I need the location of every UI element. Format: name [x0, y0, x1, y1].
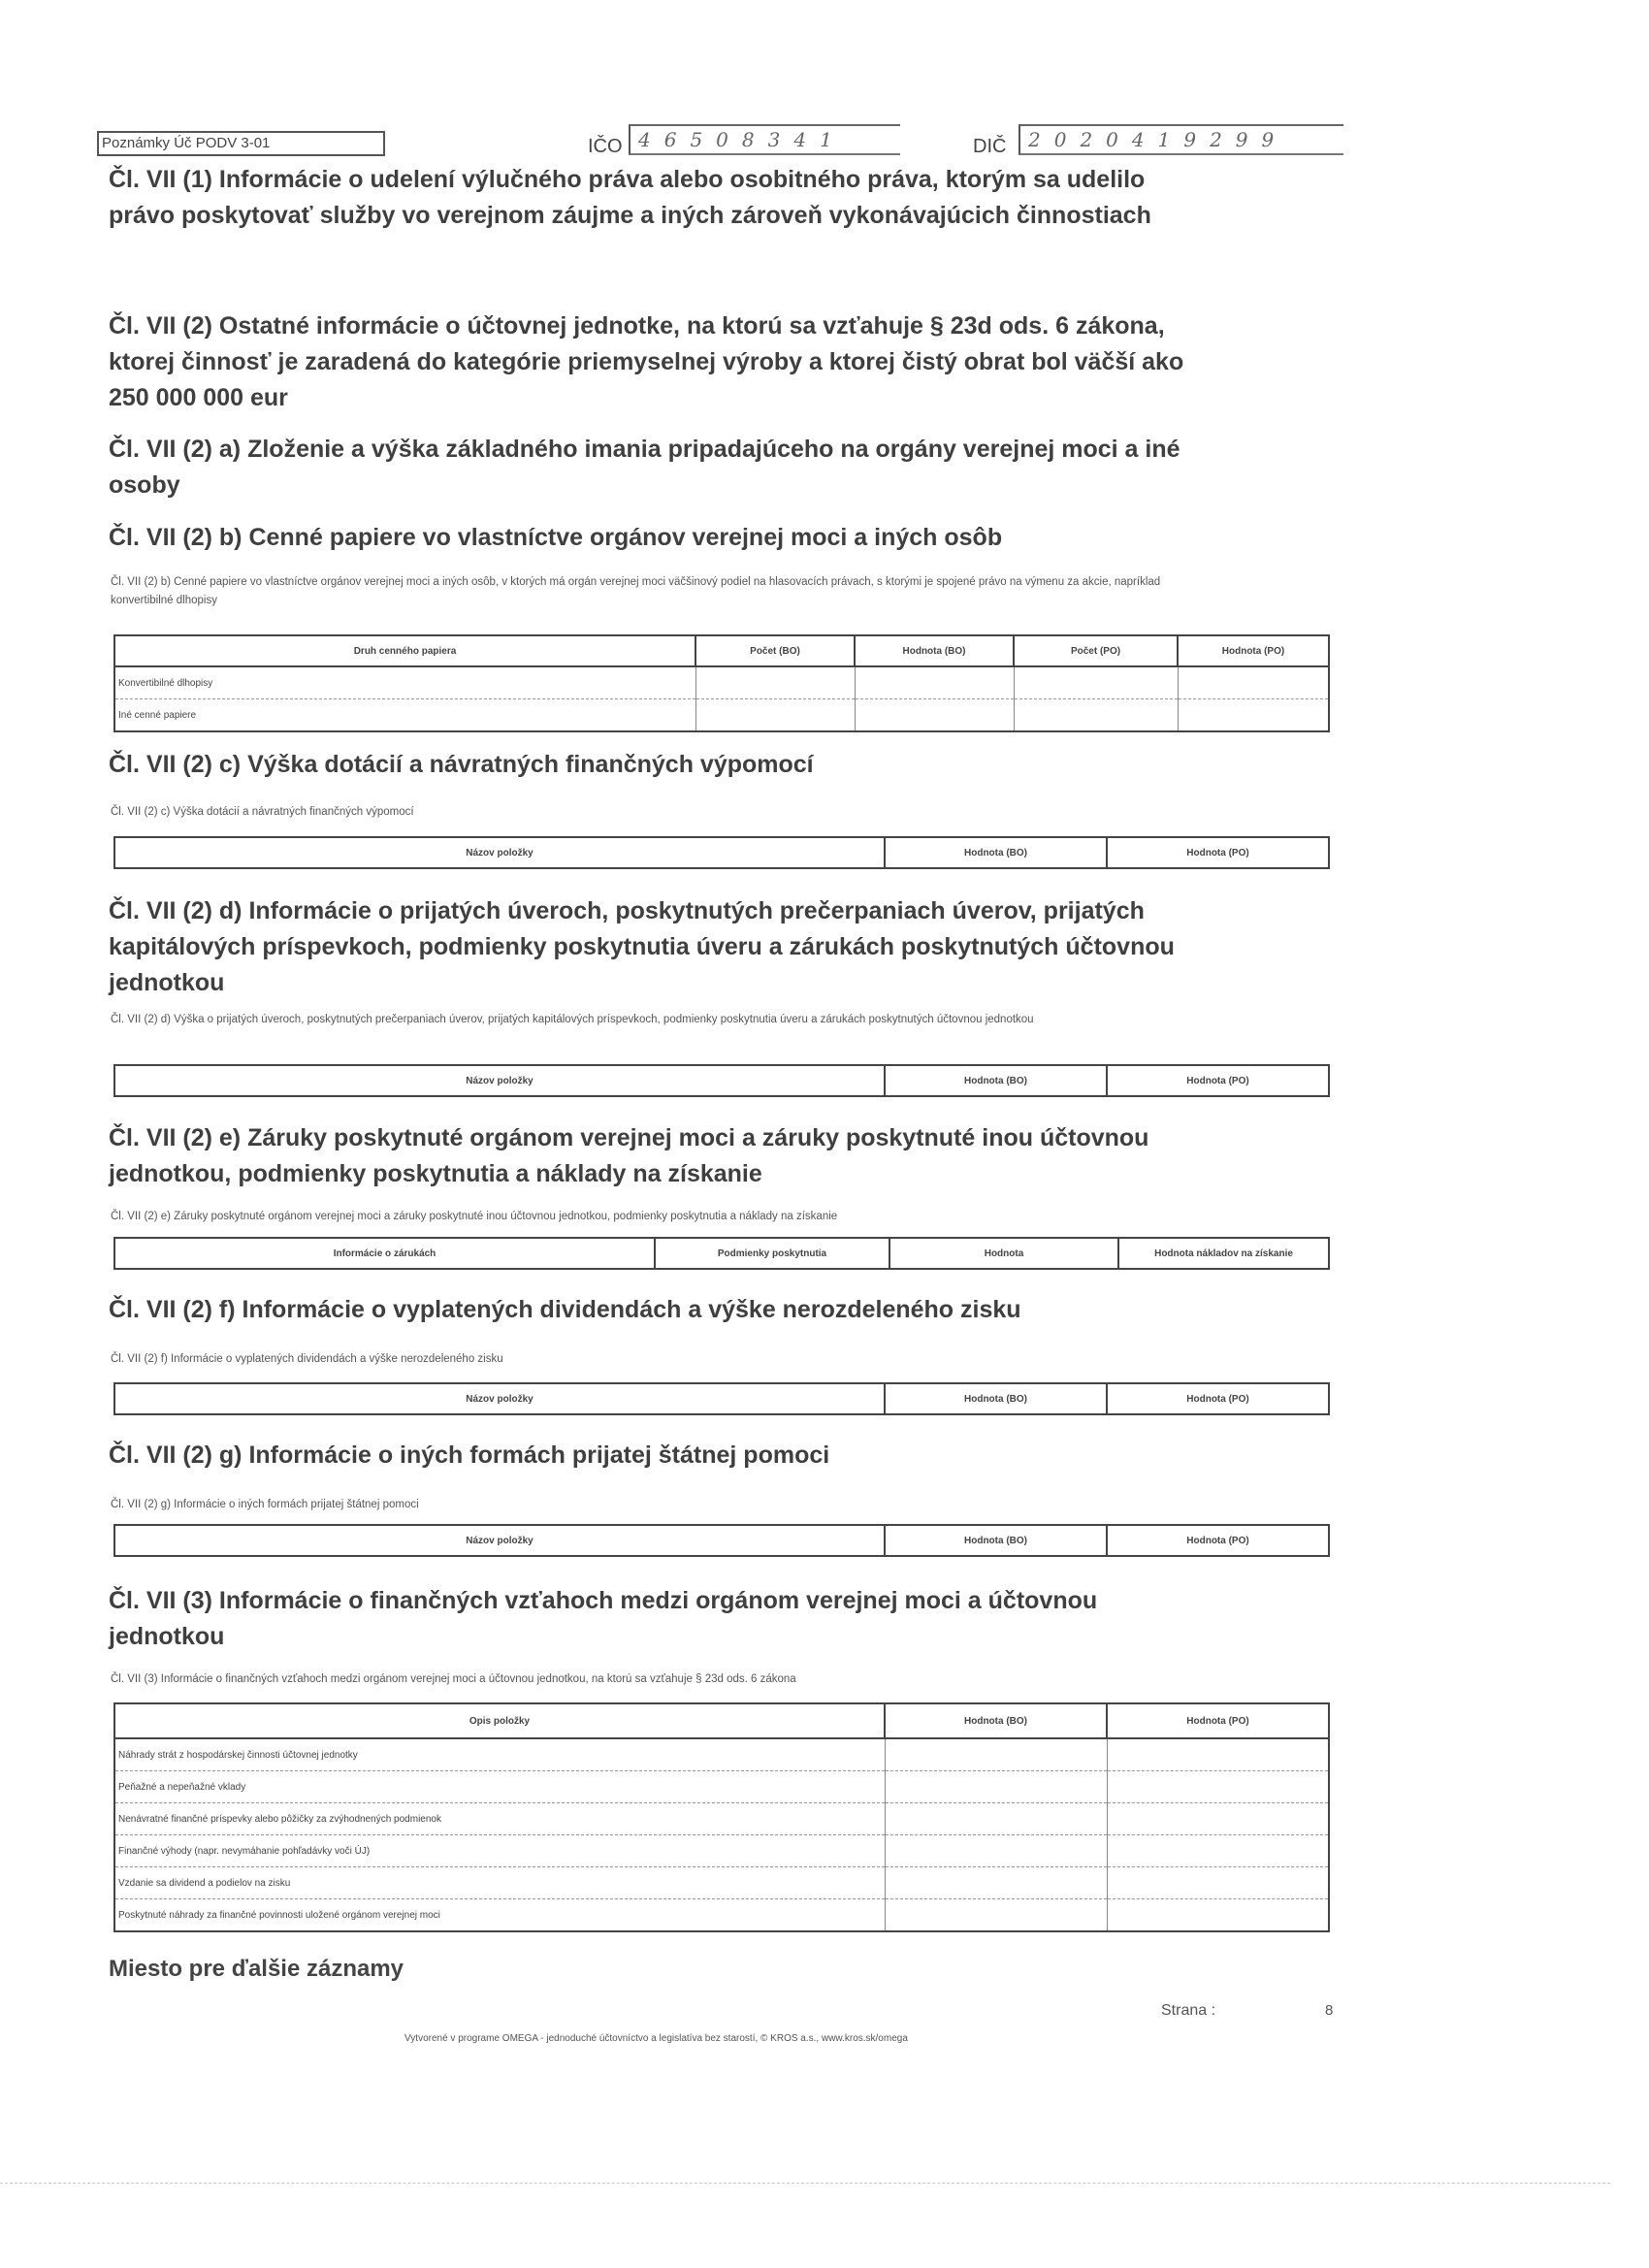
table-vii-2f	[113, 1382, 1330, 1415]
form-code-box: Poznámky Úč PODV 3-01	[97, 131, 385, 156]
dic-label: DIČ	[973, 136, 1007, 157]
heading-vii-2b: Čl. VII (2) b) Cenné papiere vo vlastníctve orgánov verejnej moci a iných osôb	[109, 524, 1003, 551]
heading-vii-2g: Čl. VII (2) g) Informácie o iných formách prijatej štátnej pomoci	[109, 1442, 830, 1469]
note-vii-3: Čl. VII (3) Informácie o finančných vzťahoch medzi orgánom verejnej moci a účtovnou jednotkou, na ktorú sa vzťahuje § 23d ods. 6 zákona	[111, 1673, 796, 1685]
col-header: Hodnota (PO)	[1107, 1065, 1329, 1096]
col-header: Podmienky poskytnutia	[655, 1238, 889, 1269]
note-vii-2d: Čl. VII (2) d) Výška o prijatých úveroch, poskytnutých prečerpaniach úverov, prijatých kapitálových príspevkoch, podmienky poskytnutia úveru a zárukách poskytnutých účtovnou jednotkou	[111, 1014, 1034, 1025]
table-vii-3	[113, 1702, 1330, 1932]
heading-vii-2f: Čl. VII (2) f) Informácie o vyplatených dividendách a výške nerozdeleného zisku	[109, 1296, 1021, 1323]
col-header: Hodnota (PO)	[1107, 837, 1329, 868]
col-header: Hodnota (BO)	[885, 1065, 1107, 1096]
col-header: Hodnota (BO)	[885, 1703, 1107, 1738]
heading-vii-2a: Čl. VII (2) a) Zloženie a výška základného imania pripadajúceho na orgány verejnej moci a iné osoby	[109, 436, 1180, 499]
table-row	[114, 1771, 1329, 1803]
table-vii-2e	[113, 1237, 1330, 1270]
col-header: Hodnota (BO)	[885, 1383, 1107, 1414]
notes-heading: Miesto pre ďalšie záznamy	[109, 1956, 404, 1982]
row-label: Iné cenné papiere	[114, 699, 695, 732]
table-row	[114, 1867, 1329, 1899]
heading-vii-2c: Čl. VII (2) c) Výška dotácií a návratných finančných výpomocí	[109, 751, 814, 778]
col-header: Hodnota (PO)	[1107, 1525, 1329, 1556]
heading-vii-2e: Čl. VII (2) e) Záruky poskytnuté orgánom verejnej moci a záruky poskytnuté inou účtovnou jednotkou, podmienky poskytnutia a náklady na získanie	[109, 1124, 1149, 1187]
row-label: Poskytnuté náhrady za finančné povinnosti uložené orgánom verejnej moci	[114, 1899, 885, 1932]
table-vii-2b	[113, 634, 1330, 732]
page-number: 8	[1325, 2002, 1334, 2019]
note-vii-2g: Čl. VII (2) g) Informácie o iných formách prijatej štátnej pomoci	[111, 1499, 419, 1510]
ico-field: 46508341	[629, 124, 900, 155]
col-header: Druh cenného papiera	[114, 635, 695, 666]
col-header: Počet (BO)	[695, 635, 855, 666]
col-header: Hodnota (BO)	[855, 635, 1014, 666]
col-header: Hodnota (BO)	[885, 837, 1107, 868]
footer-credit: Vytvorené v programe OMEGA - jednoduché účtovníctvo a legislatíva bez starostí, © KROS a.s., www.kros.sk/omega	[404, 2033, 908, 2044]
row-label: Vzdanie sa dividend a podielov na zisku	[114, 1867, 885, 1899]
col-header: Názov položky	[114, 1065, 885, 1096]
scan-edge-line	[0, 2183, 1610, 2184]
row-label: Finančné výhody (napr. nevymáhanie pohľadávky voči ÚJ)	[114, 1835, 885, 1867]
col-header: Hodnota (BO)	[885, 1525, 1107, 1556]
col-header: Hodnota	[889, 1238, 1118, 1269]
ico-label: IČO	[588, 136, 623, 157]
dic-field: 2020419299	[1018, 124, 1343, 155]
page-label: Strana :	[1161, 2002, 1216, 2019]
table-row	[114, 699, 1329, 732]
col-header: Hodnota (PO)	[1107, 1703, 1329, 1738]
table-row	[114, 666, 1329, 699]
row-label: Peňažné a nepeňažné vklady	[114, 1771, 885, 1803]
row-label: Nenávratné finančné príspevky alebo pôžičky za zvýhodnených podmienok	[114, 1803, 885, 1835]
table-row	[114, 1738, 1329, 1771]
col-header: Hodnota (PO)	[1178, 635, 1329, 666]
col-header: Názov položky	[114, 1525, 885, 1556]
col-header: Názov položky	[114, 1383, 885, 1414]
note-vii-2b: Čl. VII (2) b) Cenné papiere vo vlastníctve orgánov verejnej moci a iných osôb, v ktorých má orgán verejnej moci väčšinový podiel na hlasovacích právach, s ktorými je spojené právo na výmenu za akcie, napríklad konvertibilné dlhopisy	[111, 576, 1161, 606]
table-row	[114, 1899, 1329, 1932]
col-header: Názov položky	[114, 837, 885, 868]
table-vii-2g	[113, 1524, 1330, 1557]
heading-vii-3: Čl. VII (3) Informácie o finančných vzťahoch medzi orgánom verejnej moci a účtovnou jednotkou	[109, 1587, 1098, 1650]
heading-vii-2d: Čl. VII (2) d) Informácie o prijatých úveroch, poskytnutých prečerpaniach úverov, prijatých kapitálových príspevkoch, podmienky poskytnutia úveru a zárukách poskytnutých účtovnou jednotkou	[109, 897, 1175, 996]
table-vii-2c	[113, 836, 1330, 869]
col-header: Hodnota (PO)	[1107, 1383, 1329, 1414]
note-vii-2c: Čl. VII (2) c) Výška dotácií a návratných finančných výpomocí	[111, 806, 414, 818]
col-header: Hodnota nákladov na získanie	[1118, 1238, 1329, 1269]
heading-vii-1: Čl. VII (1) Informácie o udelení výlučného práva alebo osobitného práva, ktorým sa udelilo právo poskytovať služby vo verejnom záujme a iných zároveň vykonávajúcich činnostiach	[109, 166, 1151, 229]
col-header: Informácie o zárukách	[114, 1238, 655, 1269]
row-label: Náhrady strát z hospodárskej činnosti účtovnej jednotky	[114, 1738, 885, 1771]
col-header: Počet (PO)	[1014, 635, 1178, 666]
heading-vii-2: Čl. VII (2) Ostatné informácie o účtovnej jednotke, na ktorú sa vzťahuje § 23d ods. 6 zákona, ktorej činnosť je zaradená do kategórie priemyselnej výroby a ktorej čistý obrat bol väčší ako 250 000 000 eur	[109, 312, 1184, 411]
table-vii-2d	[113, 1064, 1330, 1097]
col-header: Opis položky	[114, 1703, 885, 1738]
table-row	[114, 1835, 1329, 1867]
note-vii-2f: Čl. VII (2) f) Informácie o vyplatených dividendách a výške nerozdeleného zisku	[111, 1353, 503, 1365]
table-row	[114, 1803, 1329, 1835]
note-vii-2e: Čl. VII (2) e) Záruky poskytnuté orgánom verejnej moci a záruky poskytnuté inou účtovnou jednotkou, podmienky poskytnutia a náklady na získanie	[111, 1211, 838, 1222]
row-label: Konvertibilné dlhopisy	[114, 666, 695, 699]
